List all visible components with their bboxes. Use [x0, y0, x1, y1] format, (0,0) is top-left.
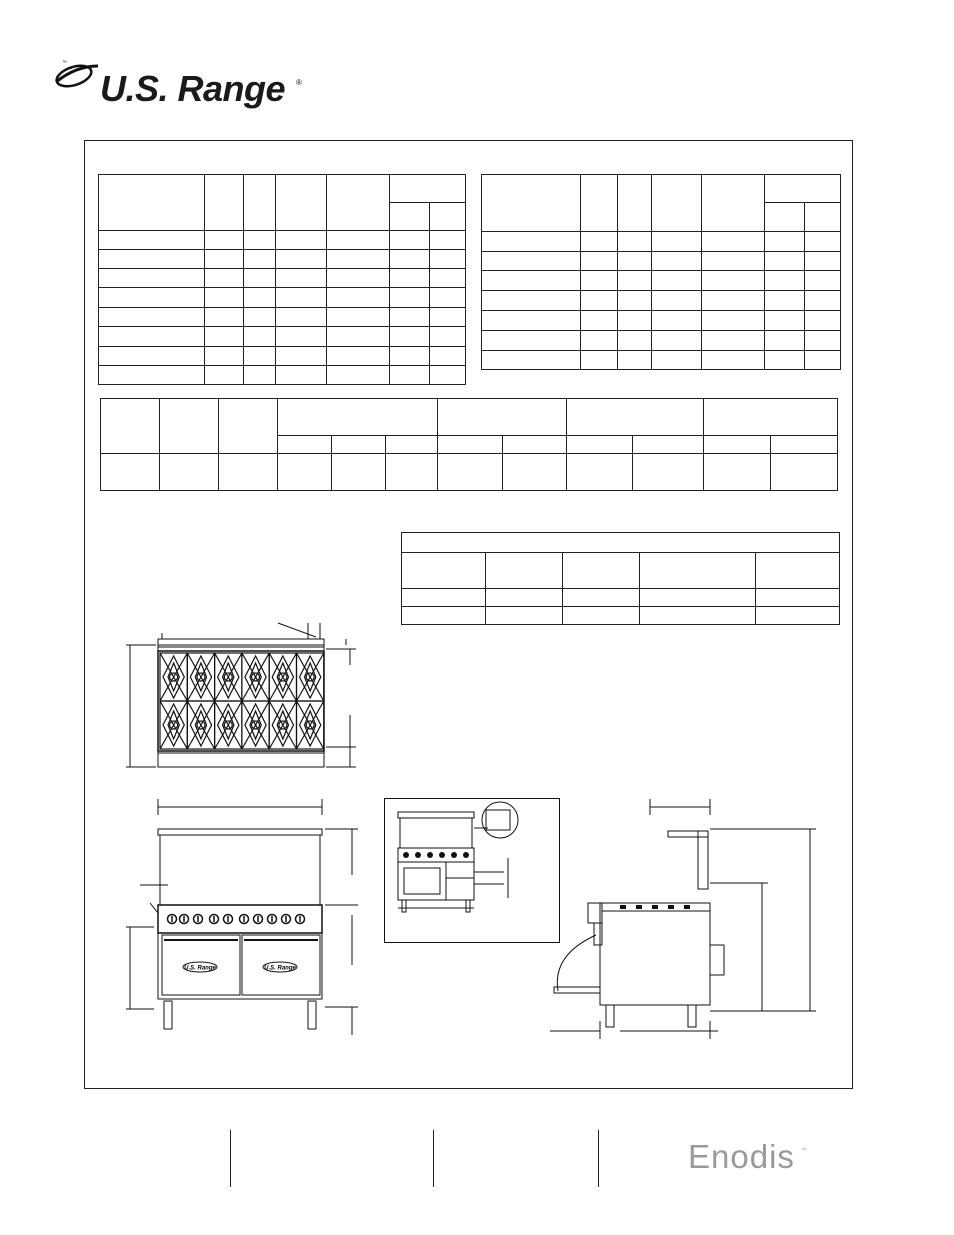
enodis-logo: Enodis [688, 1138, 795, 1175]
spec-table-right [481, 174, 841, 370]
footer-divider [598, 1130, 599, 1187]
grate-pattern [215, 653, 242, 701]
footer-divider [433, 1130, 434, 1187]
grate-pattern [297, 701, 324, 749]
brand-tm: ™ [62, 60, 67, 66]
grate-pattern [160, 701, 187, 749]
range-front-view-drawing [120, 795, 365, 1045]
grate-pattern [187, 653, 214, 701]
grate-pattern [187, 701, 214, 749]
spec-table-left [98, 174, 466, 385]
clearance-table [401, 532, 840, 625]
spec-table-wide [100, 398, 838, 491]
grate-pattern [269, 653, 296, 701]
door-brand-left: U.S. Range [184, 965, 216, 972]
range-top-view-drawing [118, 615, 368, 775]
door-brand-right: U.S. Range [264, 965, 296, 972]
grate-pattern [160, 653, 187, 701]
grate-pattern [242, 653, 269, 701]
knob-icon [168, 915, 305, 924]
grate-pattern [269, 701, 296, 749]
burner-grate-icon [160, 653, 324, 749]
brand-swoosh-icon [52, 60, 104, 90]
installation-inset-drawing [384, 798, 560, 944]
footer-divider [230, 1130, 231, 1187]
brand-logo-text: U.S. Range [100, 68, 286, 109]
range-side-view-drawing [540, 795, 830, 1045]
enodis-trademark: ™ [801, 1148, 807, 1154]
grate-pattern [297, 653, 324, 701]
grate-pattern [242, 701, 269, 749]
grate-pattern [215, 701, 242, 749]
brand-registered-mark: ® [296, 78, 302, 87]
